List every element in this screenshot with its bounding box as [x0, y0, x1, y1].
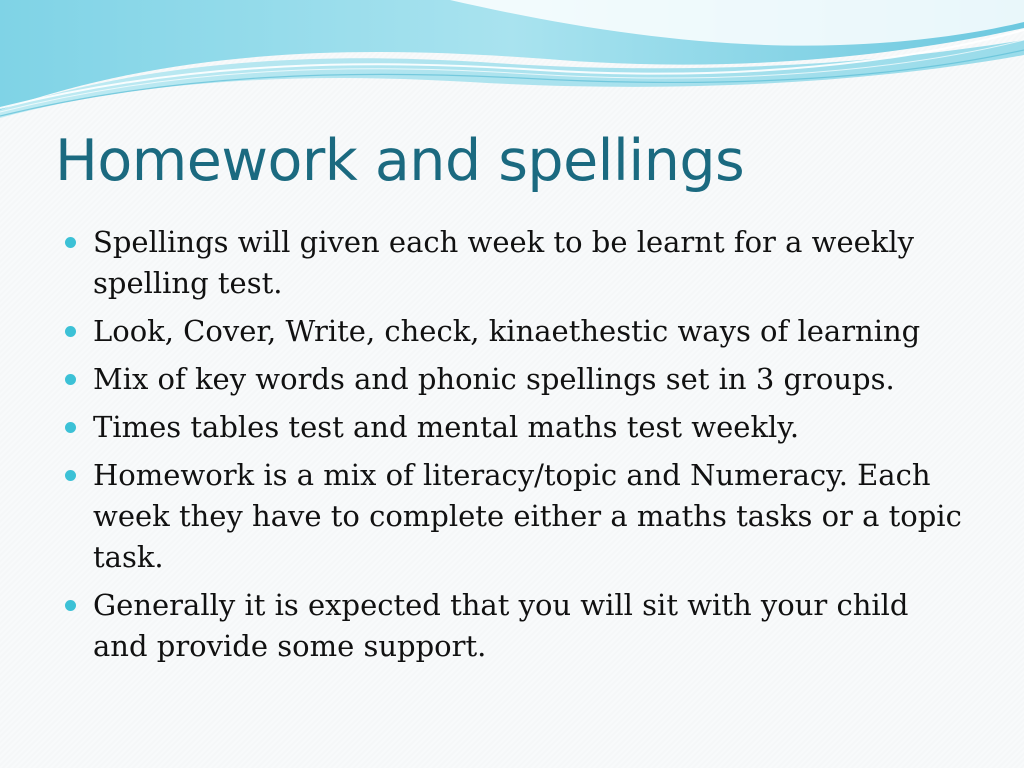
bullet-item [64, 311, 969, 352]
bullet-item [64, 455, 969, 578]
bullet-dot-icon [65, 326, 76, 337]
bullet-text: Spellings will given each week to be learnt for a weekly spelling test. [93, 225, 915, 300]
wave-banner-decoration [0, 0, 1024, 140]
bullet-list [64, 222, 969, 674]
slide-title: Homework and spellings [55, 128, 745, 194]
bullet-item [64, 222, 969, 304]
bullet-dot-icon [65, 422, 76, 433]
bullet-text: Generally it is expected that you will sit with your child and provide some support. [93, 588, 909, 663]
bullet-text: Look, Cover, Write, check, kinaethestic ways of learning [93, 314, 921, 348]
bullet-dot-icon [65, 374, 76, 385]
bullet-text: Times tables test and mental maths test weekly. [93, 410, 800, 444]
bullet-dot-icon [65, 600, 76, 611]
bullet-text: Homework is a mix of literacy/topic and Numeracy. Each week they have to complete either a maths tasks or a topic task. [93, 458, 962, 574]
bullet-item [64, 407, 969, 448]
bullet-item [64, 359, 969, 400]
bullet-text: Mix of key words and phonic spellings set in 3 groups. [93, 362, 895, 396]
bullet-item [64, 585, 969, 667]
bullet-dot-icon [65, 237, 76, 248]
bullet-dot-icon [65, 470, 76, 481]
